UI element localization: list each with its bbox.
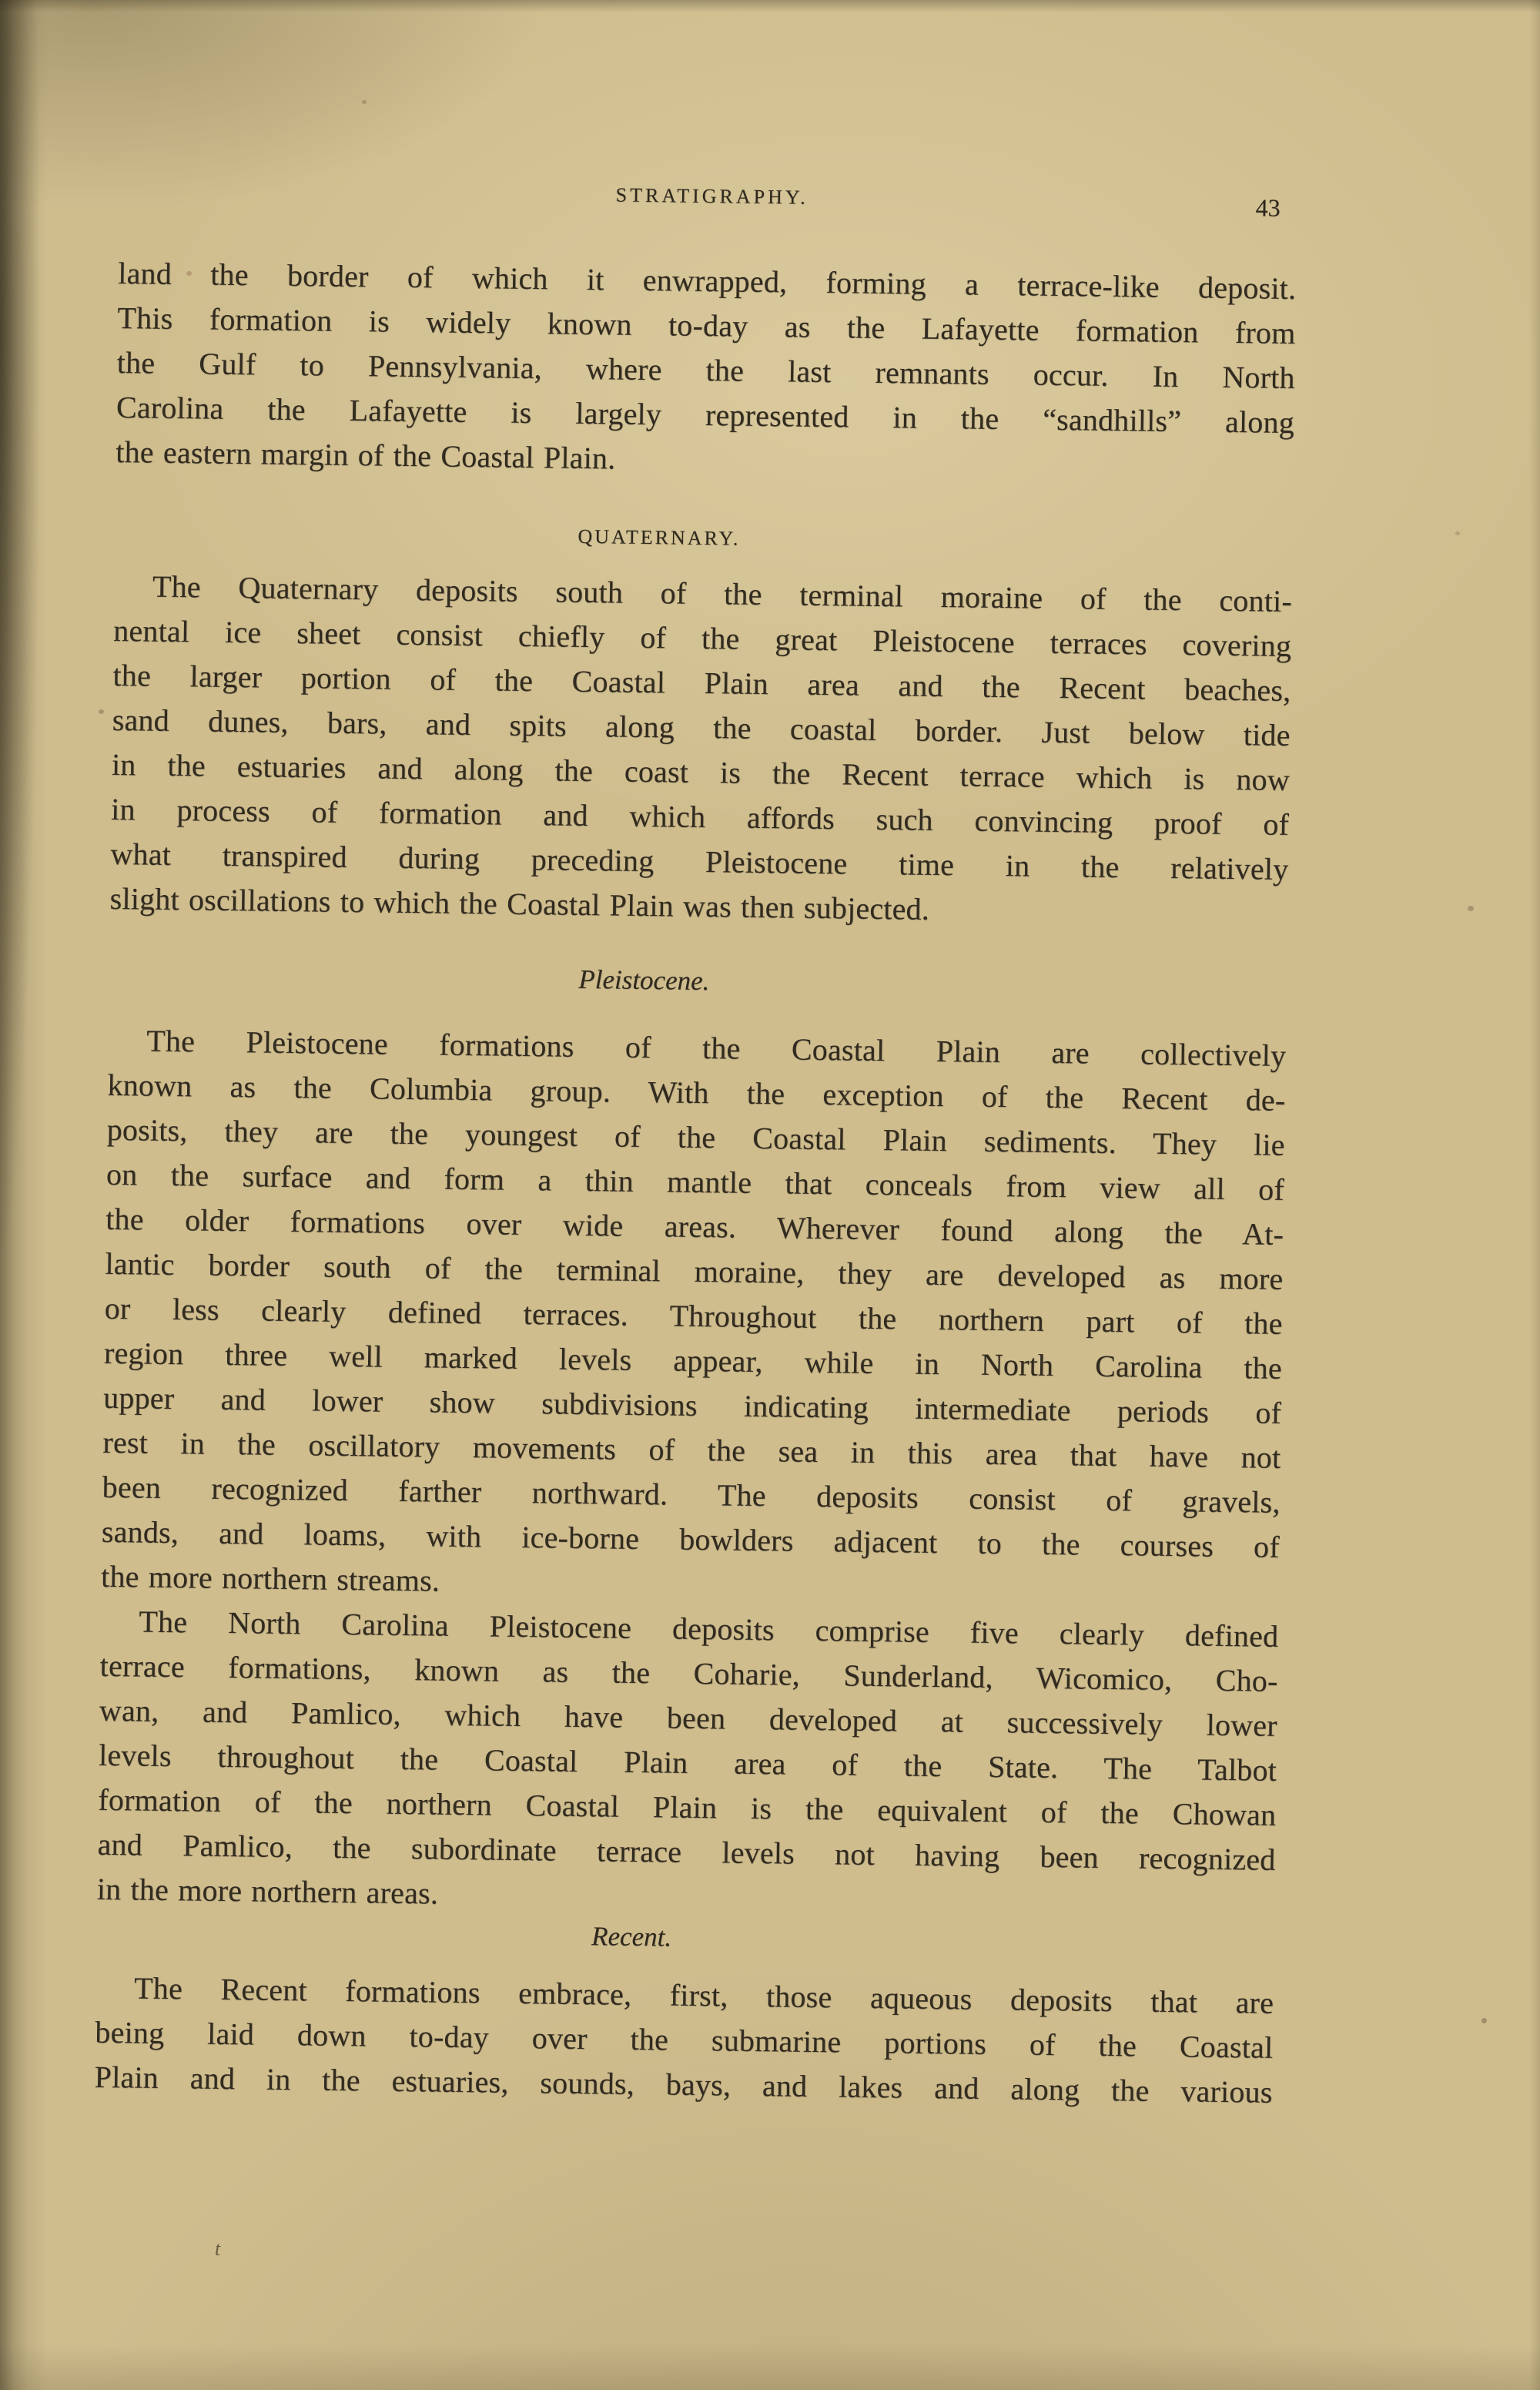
text-line: in process of formation and which affords such convincing proof of xyxy=(110,791,1290,842)
text-line: been recognized farther northward. The deposits consist of gravels, xyxy=(102,1469,1281,1520)
text-line: land the border of which it enwrapped, forming a terrace-like deposit. xyxy=(118,255,1297,307)
text-line: and Pamlico, the subordinate terrace levels not having been recognized xyxy=(97,1826,1276,1877)
paragraph-recent xyxy=(94,1966,1274,2115)
text-line: on the surface and form a thin mantle that conceals from view all of xyxy=(105,1156,1285,1207)
text-line: being laid down to-day over the submarine portions of the Coastal xyxy=(95,2014,1274,2065)
text-line: upper and lower show subdivisions indicating intermediate periods of xyxy=(102,1379,1282,1430)
text-line: formation of the northern Coastal Plain is the equivalent of the Chowan xyxy=(98,1782,1277,1832)
text-line: The North Carolina Pleistocene deposits comprise five clearly defined xyxy=(139,1604,1279,1654)
text-line: the Gulf to Pennsylvania, where the last remnants occur. In North xyxy=(116,344,1295,396)
text-line: Plain and in the estuaries, sounds, bays, and lakes and along the various xyxy=(94,2059,1273,2110)
text-line: The Pleistocene formations of the Coastal Plain are collectively xyxy=(146,1023,1287,1073)
text-line: the more northern streams. xyxy=(100,1558,440,1598)
text-line: slight oscillations to which the Coastal Plain was then subjected. xyxy=(109,880,930,927)
section-heading-quaternary: QUATERNARY. xyxy=(578,525,741,550)
running-head-title: STRATIGRAPHY. xyxy=(615,183,808,209)
ink-speck xyxy=(1455,531,1460,535)
text-line: or less clearly defined terraces. Throughout the northern part of the xyxy=(104,1290,1283,1341)
text-line: wan, and Pamlico, which have been developed at successively lower xyxy=(99,1692,1278,1743)
text-line: rest in the oscillatory movements of the sea in this area that have not xyxy=(102,1424,1281,1475)
text-line: posits, they are the youngest of the Coastal Plain sediments. They lie xyxy=(106,1111,1285,1162)
text-line: Carolina the Lafayette is largely represented in the “sandhills” along xyxy=(116,389,1295,440)
paragraph-quaternary xyxy=(109,564,1292,937)
ink-speck xyxy=(99,709,104,714)
text-line: what transpired during preceding Pleistocene time in the relatively xyxy=(110,836,1289,887)
text-line: known as the Columbia group. With the exception of the Recent de- xyxy=(107,1067,1286,1118)
text-line: in the more northern areas. xyxy=(96,1871,439,1911)
page-text-block xyxy=(94,176,1297,2115)
text-line: sand dunes, bars, and spits along the coastal border. Just below tide xyxy=(112,702,1291,753)
paragraph-pleistocene-1 xyxy=(101,1018,1287,1614)
text-line: The Recent formations embrace, first, those aqueous deposits that are xyxy=(133,1970,1274,2020)
page-number: 43 xyxy=(1255,193,1281,222)
text-line: the older formations over wide areas. Wherever found along the At- xyxy=(105,1201,1284,1252)
text-line: the larger portion of the Coastal Plain area and the Recent beaches, xyxy=(112,657,1291,708)
stray-ink-mark: t xyxy=(215,2237,221,2260)
text-line: in the estuaries and along the coast is the Recent terrace which is now xyxy=(111,746,1291,797)
text-line: the eastern margin of the Coastal Plain. xyxy=(116,434,616,476)
text-line: This formation is widely known to-day as the Lafayette formation from xyxy=(117,300,1296,351)
ink-speck xyxy=(362,100,367,104)
ink-speck xyxy=(1468,906,1474,911)
subsection-heading-pleistocene: Pleistocene. xyxy=(578,964,710,997)
text-line: The Quaternary deposits south of the terminal moraine of the conti- xyxy=(152,568,1293,618)
text-line: region three well marked levels appear, while in North Carolina the xyxy=(103,1335,1283,1386)
ink-speck xyxy=(1481,2018,1487,2023)
ink-speck xyxy=(186,271,192,276)
text-line: terrace formations, known as the Coharie, Sunderland, Wicomico, Cho- xyxy=(99,1648,1278,1698)
text-line: nental ice sheet consist chiefly of the great Pleistocene terraces covering xyxy=(112,612,1292,663)
running-head xyxy=(119,176,1297,222)
subsection-heading-recent: Recent. xyxy=(591,1921,672,1953)
paragraph-lafayette-intro xyxy=(116,251,1297,490)
text-line: sands, and loams, with ice-borne bowlders adjacent to the courses of xyxy=(101,1513,1281,1564)
text-line: lantic border south of the terminal moraine, they are developed as more xyxy=(105,1245,1284,1296)
paragraph-pleistocene-2 xyxy=(96,1599,1278,1927)
text-line: levels throughout the Coastal Plain area of the State. The Talbot xyxy=(98,1737,1277,1788)
